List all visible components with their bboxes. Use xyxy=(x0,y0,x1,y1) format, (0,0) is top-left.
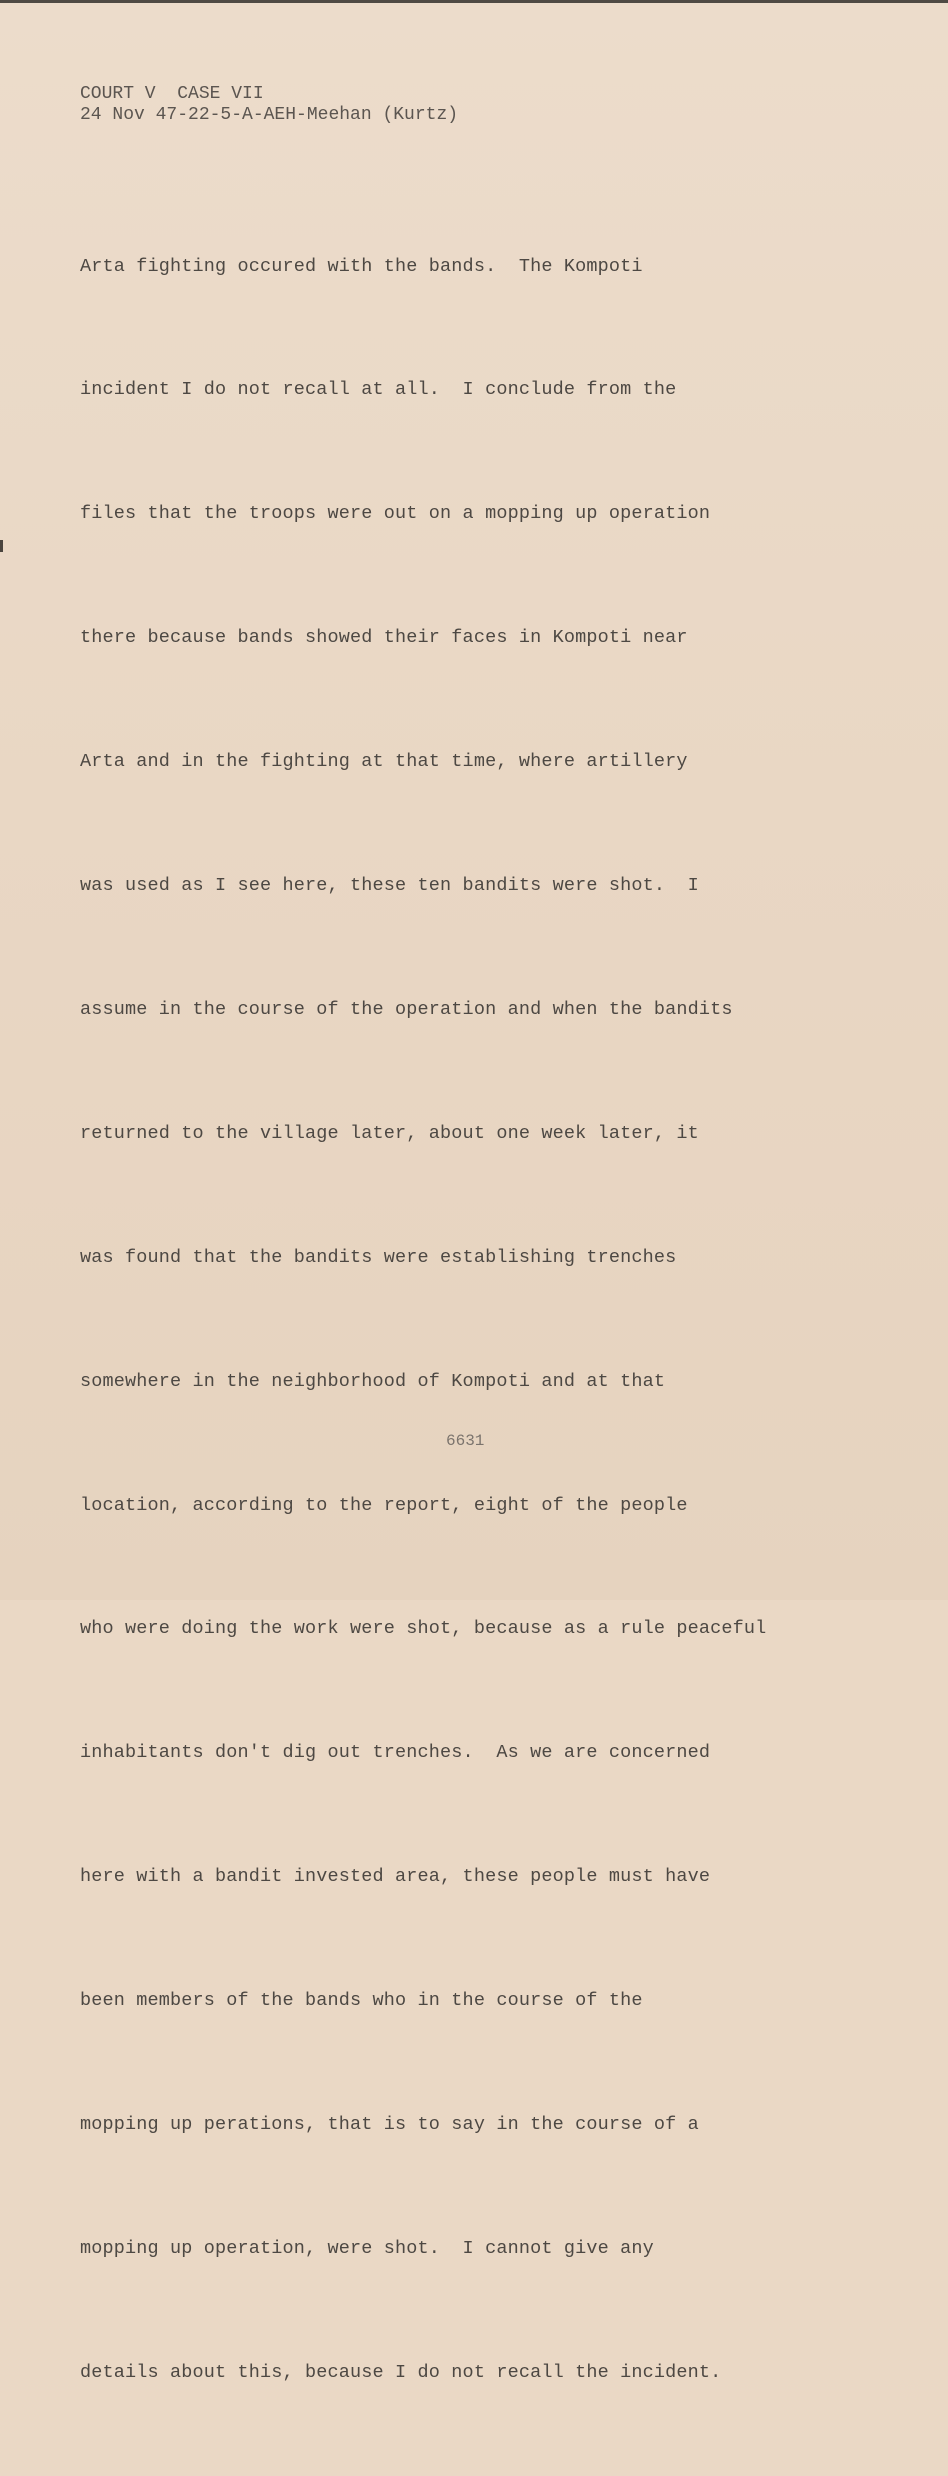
document-header xyxy=(80,84,458,126)
text-line: there because bands showed their faces in Kompoti near xyxy=(80,627,688,649)
page-number: 6631 xyxy=(446,1432,485,1450)
text-line: details about this, because I do not recall the incident. xyxy=(80,2361,722,2383)
page-top-edge xyxy=(0,0,948,3)
text-line: here with a bandit invested area, these people must have xyxy=(80,1866,711,1888)
text-line: mopping up operation, were shot. I cannot give any xyxy=(80,2237,654,2259)
text-line: who were doing the work were shot, because as a rule peaceful xyxy=(80,1618,767,1640)
margin-mark xyxy=(0,540,3,552)
text-line: assume in the course of the operation and when the bandits xyxy=(80,998,733,1020)
text-line: location, according to the report, eight of the people xyxy=(80,1494,688,1516)
header-court-case: COURT V CASE VII xyxy=(80,84,264,104)
header-date-reference: 24 Nov 47-22-5-A-AEH-Meehan (Kurtz) xyxy=(80,105,459,125)
text-line: was found that the bandits were establishing trenches xyxy=(80,1246,677,1268)
text-line: somewhere in the neighborhood of Kompoti and at that xyxy=(80,1370,666,1392)
text-line: incident I do not recall at all. I conclude from the xyxy=(80,379,677,401)
text-line: returned to the village later, about one week later, it xyxy=(80,1122,699,1144)
testimony-text xyxy=(80,163,766,2476)
text-line: inhabitants don't dig out trenches. As we are concerned xyxy=(80,1742,711,1764)
text-line: Arta fighting occured with the bands. The Kompoti xyxy=(80,255,643,277)
text-line: files that the troops were out on a mopping up operation xyxy=(80,503,711,525)
text-line: Arta and in the fighting at that time, where artillery xyxy=(80,751,688,773)
text-line: been members of the bands who in the course of the xyxy=(80,1990,643,2012)
text-line: was used as I see here, these ten bandits were shot. I xyxy=(80,875,699,897)
text-line: mopping up perations, that is to say in the course of a xyxy=(80,2113,699,2135)
